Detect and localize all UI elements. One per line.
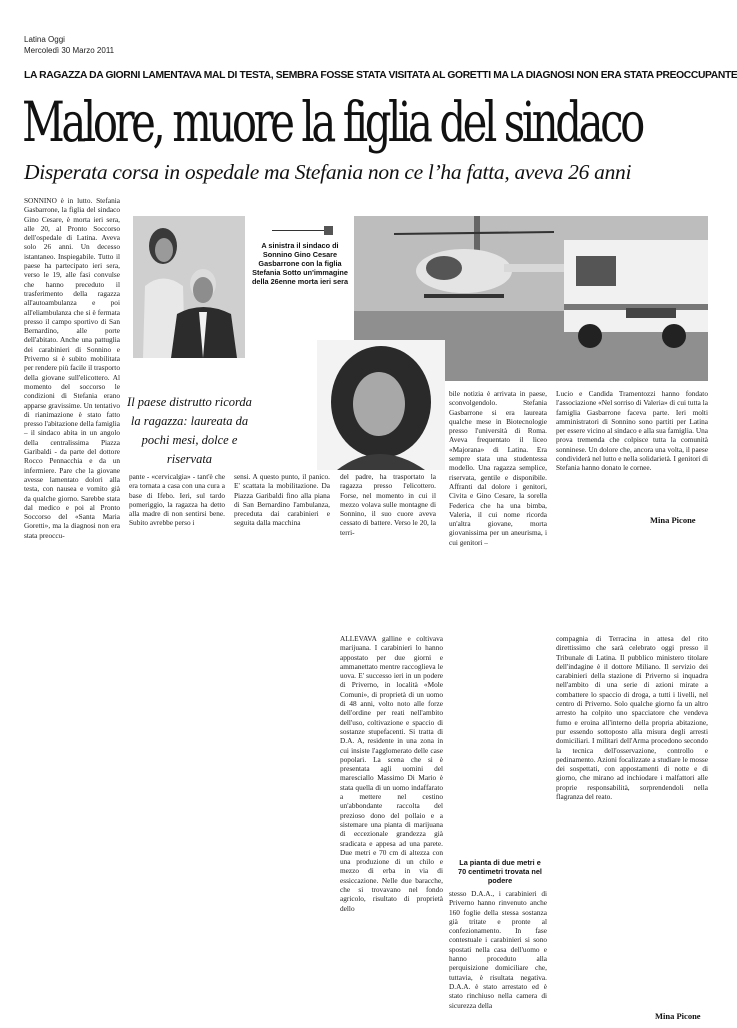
article-subhead: Disperata corsa in ospedale ma Stefania non ce l’ha fatta, aveva 26 anni bbox=[24, 160, 632, 184]
article2-signature: Mina Picone bbox=[655, 1011, 701, 1021]
photo-marijuana-plant bbox=[452, 634, 547, 854]
issue-date: Mercoledì 30 Marzo 2011 bbox=[24, 46, 115, 55]
newspaper-name: Latina Oggi bbox=[24, 35, 65, 44]
masthead bbox=[24, 34, 114, 56]
article1-column-1: SONNINO è in lutto. Stefania Gasbarrone, la figlia del sindaco Gino Cesare, è morta ieri sera, alle 20, al Pronto Soccorso dell'ospedale di Latina. Aveva solo 26 anni. Un decesso istantaneo. Inspiegabile. Tutto il paese ha partecipato ieri sera, verso le 19, alle fasi convulse che hanno preceduto il trasferimento della ragazza all'autoambulanza e poi all'eliambulanza che si è fermata presso il campo sportivo di San Bernardino, alle porte dell'abitato. Anche una pattuglia dei carabinieri di Sonnino e Priverno si è subito mobilitata per rendere più facile il trasporto della giovane sull'elicottero. Al momento del soccorso le condizioni di Stefania erano apparse gravissime. Un tentativo di rianimazione è stato fatto presso l'abitazione della famiglia – il sindaco abita in un angolo della centralissima Piazza Garibaldi - da parte del dottore Rocco Pennacchia e da un infermiere. Pare che la giovane avesse lamentato dolori alla testa, con nausea e vomito già da qualche giorno. Sarebbe stata dal medico e poi al Pronto Soccorso del «Santa Maria Goretti», ma la diagnosi non era stata preoccu- bbox=[24, 196, 120, 540]
article2-column-3: compagnia di Terracina in attesa del rito direttissimo che sarà celebrato oggi presso il Tribunale di Latina. Il pubblico ministero titolare dell'indagine è il dottore Miliano. Il servizio dei carabinieri della stazione di Priverno si inquadra nell'ambito di una serie di azioni mirate a combattere lo spaccio di droga, a tutti i livelli, nel centro di Priverno. Solo qualche giorno fa un altro arresto ha colpito uno spacciatore che vendeva fumo e eroina all'interno della propria abitazione, pur essendo sottoposto alla misura degli arresti domiciliari. I militari dell'Arma procedono secondo la tecnica dell'osservazione, controllo e pedinamento. Azioni focalizzate a studiare le mosse dei sospettati, con appostamenti di notte e di giorno, che mirano ad inchiodare i malfattori alle proprie responsabilità, sorprendendoli nella flagranza del reato. bbox=[556, 634, 708, 802]
article1-signature: Mina Picone bbox=[650, 515, 696, 525]
article1-column-6: Lucio e Candida Tramentozzi hanno fondato l'associazione «Nel sorriso di Valeria» di cui tutta la famiglia Gasbarrone faceva parte. Ieri molti amministratori di Sonnino sono partiti per Latina per essere vicino al sindaco e alla sua famiglia. Una prova tremenda che colpisce tutta la comunità sonninese. Un dolore che, ancora una volta, il paese condividerà nel lutto e nella solidarietà. I genitori di Stefania hanno donato le cornee. bbox=[556, 389, 708, 473]
article-kicker: LA RAGAZZA DA GIORNI LAMENTAVA MAL DI TESTA, SEMBRA FOSSE STATA VISITATA AL GORETTI MA LA DIAGNOSI NON ERA STATA PREOCCUPANTE bbox=[24, 70, 737, 81]
caption-rule bbox=[272, 230, 332, 231]
article1-column-4: del padre, ha trasportato la ragazza presso l'elicottero. Forse, nel momento in cui il mezzo volava sulle montagne di Sonnino, il suo cuore aveva cessato di battere. Verso le 20, la terri- bbox=[340, 472, 436, 537]
article-headline: Malore, muore la figlia del sindaco bbox=[22, 90, 642, 154]
article1-column-2: pante - «cervicalgia» - tant'è che era tornata a casa con una cura a base di Ifebo. Ieri, sul tardo pomeriggio, la ragazza ha detto alla madre di non sentirsi bene. Subito avrebbe perso i bbox=[129, 472, 225, 528]
article2-column-1: ALLEVAVA galline e coltivava marijuana. I carabinieri lo hanno appostato per due giorni e ammanettato mentre raccoglieva le uova. E' successo ieri in un podere di Priverno, in località «Mole Comuni», di proprietà di un uomo di 48 anni, volto noto alle forze dell'ordine per reati nell'ambito dell'uso, coltivazione e spaccio di sostanze stupefacenti. Si tratta di D.A. A, residente in una zona in cui insiste l'agglomerato delle case popolari. La scena che si è presentata agli uomini del maresciallo Massimo Di Mario è stata quella di un uomo indaffarato a mettere nel cestino un'abbondante raccolta del prezioso dono del pollaio e a sistemare una pianta di marijuana di eccezionale grandezza già sradicata e appesa ad una parete. Due metri e 70 cm di altezza con una produzione di un chilo e mezzo di erba in via di essiccazione. Nelle due baracche, che si trovavano nel fondo agricolo, risultato di proprietà dello bbox=[340, 634, 443, 913]
photo-caption-plant: La pianta di due metri e 70 centimetri trovata nel podere bbox=[458, 858, 542, 885]
pull-quote: Il paese distrutto ricorda la ragazza: laureata da pochi mesi, dolce e riservata bbox=[127, 395, 252, 466]
article1-column-5: bile notizia è arrivata in paese, sconvolgendolo. Stefania Gasbarrone si era laureata qualche mese in Biotecnologie presso l'università di Roma. Aveva frequentato il liceo «Majorana» di Latina. Era sempre stata una studentessa modello. Una ragazza semplice, riservata, gentile e disponibile. Affranti dal dolore i genitori, Civita e Gino Cesare, la sorella Federica che ha una bimba, Valeria, il cui nome ricorda un'altra giovane, morta giovanissima per un aneurisma, i cui genitori – bbox=[449, 389, 547, 547]
photo-caption: A sinistra il sindaco di Sonnino Gino Cesare Gasbarrone con la figlia Stefania Sotto un'immagine della 26enne morta ieri sera bbox=[251, 241, 349, 286]
article2-column-2: stesso D.A.A., i carabinieri di Priverno hanno rinvenuto anche 160 foglie della stessa sostanza già tritate e pronte al confezionamento. In fase contestuale i carabinieri si sono spostati nella casa dell'uomo e hanno proceduto alla perquisizione domiciliare che, tuttavia, è risultata negativa. D.A.A. è stato arrestato ed è stato rinchiuso nella camera di sicurezza della bbox=[449, 889, 547, 1010]
photo-mayor-with-daughter bbox=[133, 216, 245, 358]
article1-column-3: sensi. A questo punto, il panico. E' scattata la mobilitazione. Da Piazza Garibaldi fino alla piana di San Bernardino l'ambulanza, preceduta dai carabinieri e seguita dalla macchina bbox=[234, 472, 330, 528]
caption-marker bbox=[324, 226, 333, 235]
photo-stefania-portrait bbox=[317, 340, 445, 470]
